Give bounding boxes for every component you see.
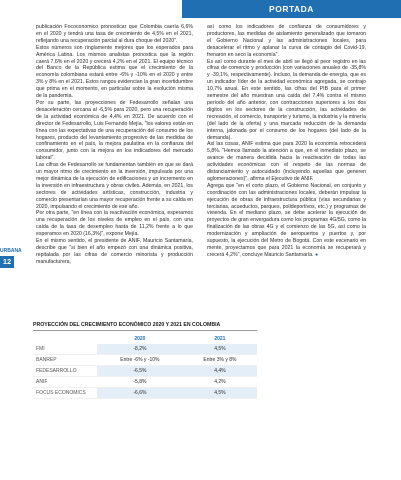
paragraph: Así las cosas, ANIF estima que para 2020 la economía retrocederá 5,8%. "Hemos llamado la atención a que, en el inmediato plazo, se avance de manera decidida hacia la reactivación de todas las actividades económicas con el respeto de las normas de distanciamiento y autocuidado (incluyendo aquellas que generen aglomeraciones)", afirma el Ejecutivo de ANIF.	[207, 141, 366, 182]
source-cell: ANIF	[33, 377, 97, 388]
section-label: URBANA	[0, 248, 22, 254]
source-cell: FEDESARROLLO	[33, 366, 97, 377]
table-row	[33, 355, 257, 366]
header-cell: 2020	[134, 336, 146, 342]
value-cell: 4,4%	[183, 366, 257, 377]
paragraph: En el mismo sentido, el presidente de ANIF, Mauricio Santamaría, describe que "si bien el año empezó con una dinámica positiva, repitalada por las cifras de comercio minorista y producción manufacturera,	[36, 238, 193, 265]
table-row	[33, 388, 257, 399]
section-banner	[182, 0, 401, 18]
paragraph: Por otra parte, "en línea con la reactivación económica, esperamos una recuperación de los niveles de empleo en el país, con una caída de la tasa de desempleo hasta de 11,2% frente a lo que esperamos en 2020 (16,3%)", expone Mejía.	[36, 210, 193, 238]
table-row	[33, 377, 257, 388]
section-title: PORTADA	[269, 4, 314, 14]
header-cell: 2021	[214, 336, 226, 342]
table-title: PROYECCIÓN DEL CRECIMIENTO ECONÓMICO 2020 Y 2021 EN COLOMBIA	[33, 322, 257, 331]
value-cell: -6,5%	[97, 366, 183, 377]
header-cell	[33, 334, 97, 344]
end-mark-icon: ●	[314, 251, 319, 258]
paragraph: publicación Fococonomico pronosticar que Colombia caería 6,6% en el 2020 y tendrá una tasa de crecimiento de 4,5% en el 2021, reflejando una recuperación parcial al dura choque del 2020".	[36, 24, 193, 44]
value-cell: 4,2%	[183, 377, 257, 388]
source-cell: FOCUS ECONOMICS	[33, 388, 97, 399]
paragraph: así como los indicadores de confianza de consumidores y productores, las medidas de aislamiento generalizado que tomaron el Gobierno Nacional y las administraciones locales, para desacelerar el ritmo y aplanar la curva de contagio del Covid-19, frenaron en seco la economía".	[207, 24, 366, 58]
table-row	[33, 344, 257, 355]
paragraph: Por su parte, las proyecciones de Fedesarrollo señalan una desaceleración cercana al -6,5% para 2020, pero una recuperación de la actividad económica de 4,4% en 2021. De acuerdo con el director de Fedesarrollo, Luis Fernando Mejía, "los valores están en línea con las expectativas de una recuperación del consumo de los hogares, producto del levantamiento progresivo de las medidas de confinamiento en el país, la mejora paulatina en la confianza del consumidor, junto con la mejora en los indicadores del mercado laboral".	[36, 99, 193, 162]
source-cell: FMI	[33, 344, 97, 355]
paragraph-text: Agrega que "en el corto plazo, el Gobierno Nacional, en conjunto y coordinación con las administraciones locales, deberán impulsar la ejecución de obras de infraestructura pública (vías secundarias y terciarias, acueductos, parques, polideportivos, etc.) y programas de vivienda. En el mediano plazo, se debe acelerar la ejecución de proyectos de gran envergadura como los programas 4G/5G, como la finalización de las obras 4G y el comienzo de las 5G, así como la modernización y ampliación de aeropuertos y puertos y, por supuesto, la ejecución del Metro de Bogotá. Con este escenario en mente, proyectamos que para 2021 la economía se recuperará y crecerá 4,2%", concluye Mauricio Santamaría.	[207, 182, 366, 258]
page-marker	[0, 248, 22, 268]
article-right-column	[207, 24, 366, 259]
paragraph: Las cifras de Fedesarrollo se fundamentan también en que se dará un mayor ritmo de crecimiento en la inversión, impulsada por una mejor dinámica de la ejecución de edificaciones y un incremento en la inversión en infraestructura y obras civiles. Además, en 2021, los sectores de actividades artísticas, construcción, industria y comercio presentarían una mayor recuperación frente a su caída en 2020, impulsando el crecimiento de ese año.	[36, 162, 193, 210]
paragraph: Es así como durante el mes de abril se llegó al peor registro en las cifras de comercio y producción (con variaciones anuales de -35,8% y -39,1%, respectivamente). Incluso, la demanda de energía, que es un indicador líder de la actividad económica agregada, se contrajo 10,7% anual. En este sentido, las cifras del PIB para el primer semestre del año muestran una caída del 7,4% contra el mismo período del año anterior, con contracciones superiores a los dos dígitos en los sectores de la construcción, las actividades de recreación, el comercio, transporte y turismo, la industria y la minería (del lado de la oferta) y una marcada reducción de la demanda interna, jalonada por el consumo de los hogares (del lado de la demanda).	[207, 58, 366, 141]
value-cell: Entre -6% y -10%	[97, 355, 183, 366]
page-number: 12	[0, 256, 14, 268]
data-table	[33, 334, 257, 399]
article-left-column	[36, 24, 193, 266]
table-row	[33, 366, 257, 377]
projection-table	[33, 322, 257, 399]
paragraph	[207, 183, 366, 259]
value-cell: -8,2%	[97, 344, 183, 355]
value-cell: -5,8%	[97, 377, 183, 388]
value-cell: 4,5%	[183, 344, 257, 355]
paragraph: Estos números son ringlamente mejores que los esperados para América Latina. Los mismos analistas pronostica que la región caerá 7,6% en el 2020 y crecerá 4,2% en el 2021. El equipo técnico del Banco de la República estima que el crecimiento de la economía colombiana estará entre -6% y -10% en el 2020 y entre 3% y 8% en el 2021. Estos rangos evidencian la gran incertidumbre que prima en el momento, en particular sobre la evolución misma de la pandemia.	[36, 44, 193, 100]
value-cell: Entre 3% y 8%	[183, 355, 257, 366]
table-header-row	[33, 334, 257, 344]
value-cell: 4,5%	[183, 388, 257, 399]
value-cell: -6,6%	[97, 388, 183, 399]
source-cell: BANREP	[33, 355, 97, 366]
